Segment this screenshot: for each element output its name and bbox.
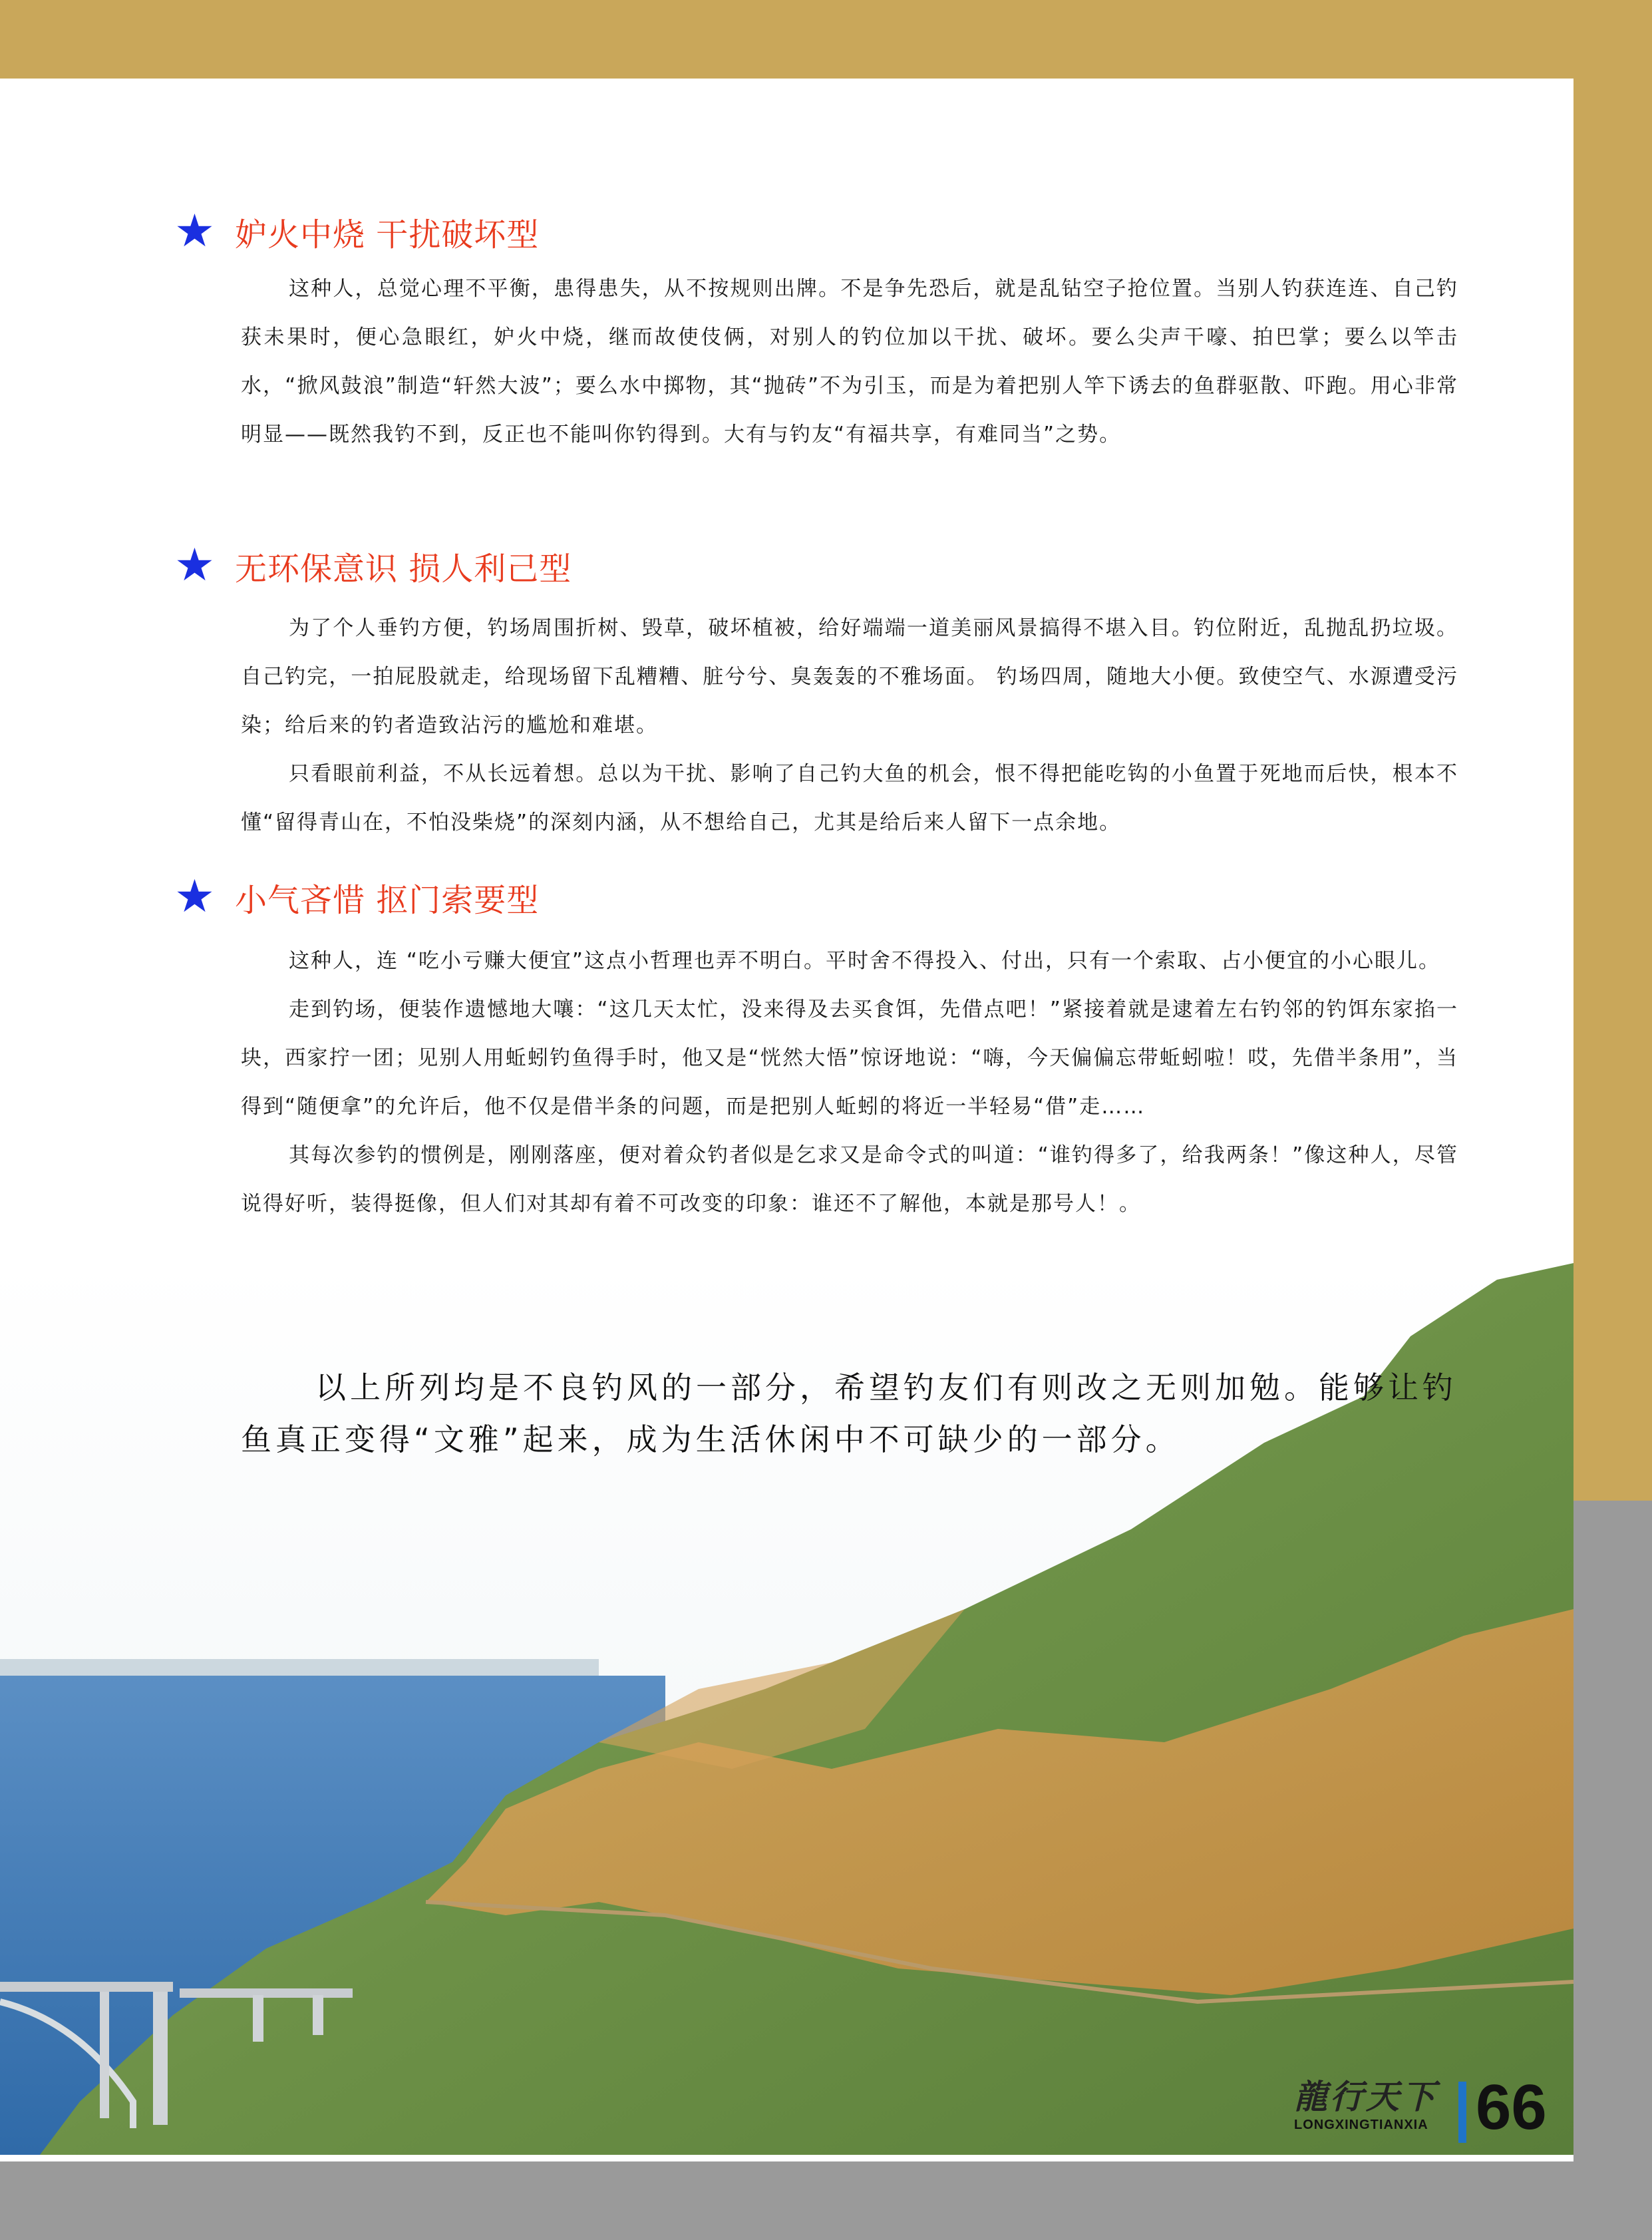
section-heading-2 xyxy=(174,539,572,592)
section-title: 小气吝惜 抠门索要型 xyxy=(234,881,540,919)
section-body-1 xyxy=(241,265,1458,459)
bottom-border xyxy=(0,2161,1652,2240)
paragraph: 这种人，总觉心理不平衡，患得患失，从不按规则出牌。不是争先恐后，就是乱钻空子抢位置。当别人钓获连连、自己钓获未果时，便心急眼红，妒火中烧，继而故使伎俩，对别人的钓位加以干扰、破坏。要么尖声干嚎、拍巴掌；要么以竿击水，“掀风鼓浪”制造“轩然大波”；要么水中掷物，其“抛砖”不为引玉，而是为着把别人竿下诱去的鱼群驱散、吓跑。用心非常明显——既然我钓不到，反正也不能叫你钓得到。大有与钓友“有福共享，有难同当”之势。 xyxy=(241,277,1458,447)
page-number: 66 xyxy=(1476,2072,1547,2143)
section-heading-3 xyxy=(174,870,539,924)
closing-text: 以上所列均是不良钓风的一部分，希望钓友们有则改之无则加勉。能够让钓鱼真正变得“文雅”起来，成为生活休闲中不可缺少的一部分。 xyxy=(241,1370,1457,1457)
paragraph: 为了个人垂钓方便，钓场周围折树、毁草，破坏植被，给好端端一道美丽风景搞得不堪入目。钓位附近，乱抛乱扔垃圾。自己钓完，一拍屁股就走，给现场留下乱糟糟、脏兮兮、臭轰轰的不雅场面。 钓场四周，随地大小便。致使空气、水源遭受污染；给后来的钓者造致沾污的尴尬和难堪。 xyxy=(241,616,1458,737)
star-icon: ★ xyxy=(174,870,215,923)
paragraph: 其每次参钓的惯例是，刚刚落座，便对着众钓者似是乞求又是命令式的叫道：“谁钓得多了，给我两条！”像这种人，尽管说得好听，装得挺像，但人们对其却有着不可改变的印象：谁还不了解他，本就是那号人！。 xyxy=(241,1143,1458,1216)
right-border-gold xyxy=(1573,0,1652,1501)
logo-chinese: 龍行天下 xyxy=(1294,2077,1438,2116)
section-title: 妒火中烧 干扰破坏型 xyxy=(234,216,540,254)
page xyxy=(0,79,1573,2161)
section-title: 无环保意识 损人利己型 xyxy=(234,550,572,588)
star-icon: ★ xyxy=(174,539,215,592)
top-border xyxy=(0,0,1652,79)
star-icon: ★ xyxy=(174,205,215,258)
paragraph: 只看眼前利益，不从长远着想。总以为干扰、影响了自己钓大鱼的机会，恨不得把能吃钩的小鱼置于死地而后快，根本不懂“留得青山在，不怕没柴烧”的深刻内涵，从不想给自己，尤其是给后来人留下一点余地。 xyxy=(241,762,1458,835)
section-heading-1 xyxy=(174,205,539,258)
paragraph: 这种人，连 “吃小亏赚大便宜”这点小哲理也弄不明白。平时舍不得投入、付出，只有一个索取、占小便宜的小心眼儿。 xyxy=(289,949,1440,973)
magazine-logo xyxy=(1294,2078,1447,2144)
logo-english: LONGXINGTIANXIA xyxy=(1294,2118,1428,2132)
closing-paragraph xyxy=(241,1362,1465,1465)
section-body-2 xyxy=(241,604,1458,847)
paragraph: 走到钓场，便装作遗憾地大嚷：“这几天太忙，没来得及去买食饵，先借点吧！”紧接着就是逮着左右钓邻的钓饵东家掐一块，西家拧一团；见别人用蚯蚓钓鱼得手时，他又是“恍然大悟”惊讶地说：“嗨，今天偏偏忘带蚯蚓啦！哎，先借半条用”，当得到“随便拿”的允许后，他不仅是借半条的问题，而是把别人蚯蚓的将近一半轻易“借”走…… xyxy=(241,998,1458,1119)
footer-divider xyxy=(1458,2082,1466,2143)
right-border-gray xyxy=(1573,1501,1652,2240)
section-body-3 xyxy=(241,937,1458,1228)
